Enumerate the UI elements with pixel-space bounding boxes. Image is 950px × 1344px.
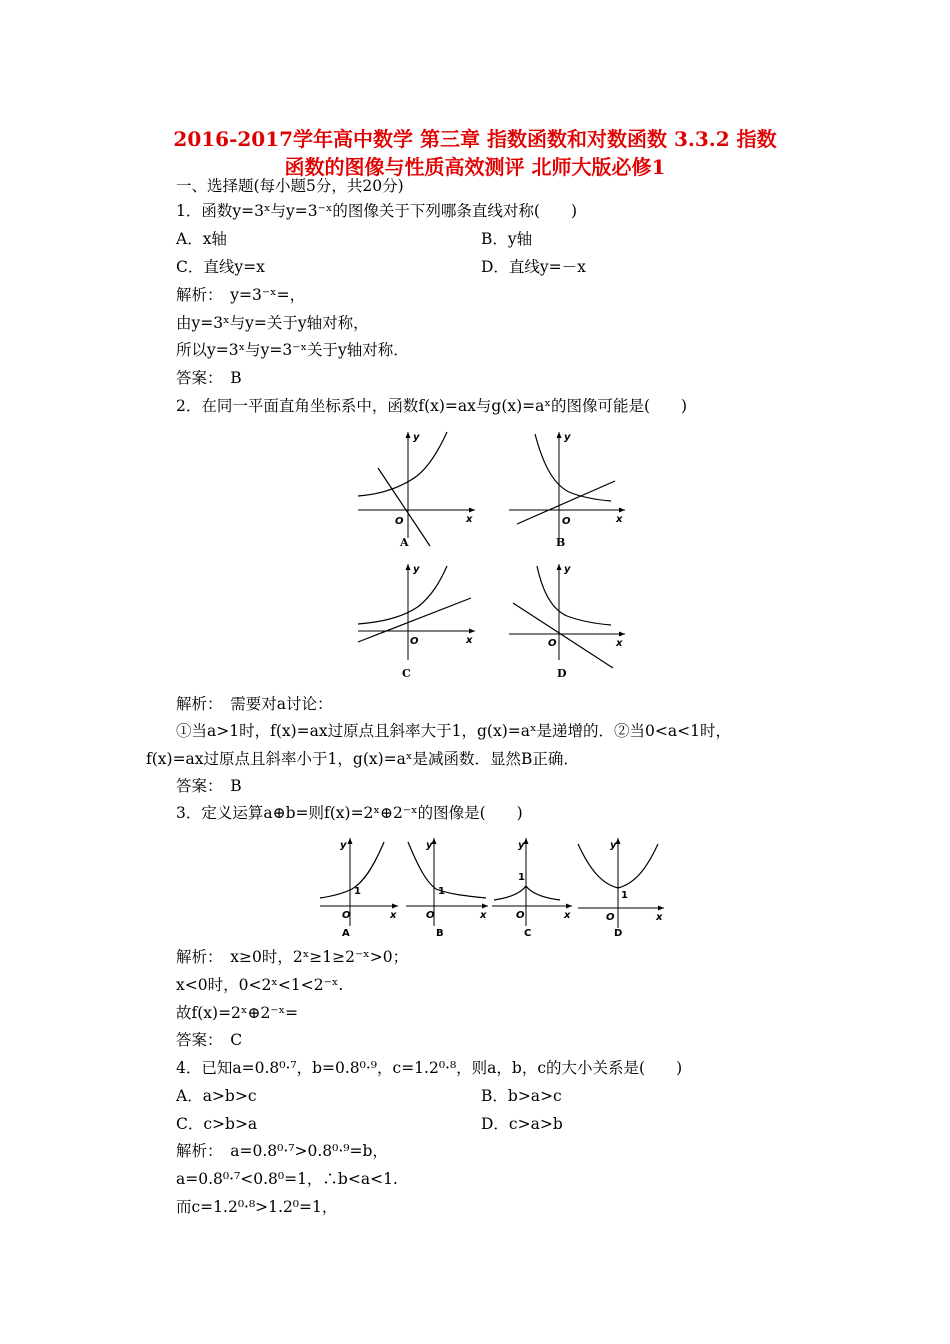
q2-analysis-3: f(x)=ax过原点且斜率小于1，g(x)=aˣ是减函数．显然B正确． — [146, 750, 579, 768]
section-heading: 一、选择题(每小题5分，共20分) — [176, 177, 404, 195]
q3-figure-a-caption: A — [342, 928, 350, 939]
q2-analysis-2: ①当a>1时，f(x)=ax过原点且斜率大于1，g(x)=aˣ是递增的．②当0<a<1时， — [176, 722, 731, 740]
q2-figure-c — [355, 560, 485, 670]
q1-option-a: A．x轴 — [176, 230, 227, 248]
q3-figure-c — [492, 836, 574, 941]
q3-analysis-3: 故f(x)=2ˣ⊕2⁻ˣ= — [176, 1004, 299, 1022]
q1-analysis-1: 解析： y=3⁻ˣ=， — [176, 286, 306, 304]
origin-label: O — [516, 910, 525, 921]
q2-figure-a-caption: A — [400, 536, 409, 549]
axis-y-label: y — [413, 564, 420, 575]
q4-option-b: B．b>a>c — [481, 1087, 562, 1105]
axis-x-label: x — [616, 638, 623, 649]
axis-x-label: x — [466, 514, 473, 525]
q4-analysis-2: a=0.8⁰·⁷<0.8⁰=1，∴b<a<1. — [176, 1170, 398, 1188]
q1-analysis-3: 所以y=3ˣ与y=3⁻ˣ关于y轴对称． — [176, 341, 409, 359]
origin-label: O — [548, 638, 557, 649]
origin-label: O — [395, 516, 404, 527]
q4-analysis-3: 而c=1.2⁰·⁸>1.2⁰=1， — [176, 1198, 338, 1216]
tick-one-label: 1 — [438, 886, 445, 897]
q2-stem: 2．在同一平面直角坐标系中，函数f(x)=ax与g(x)=aˣ的图像可能是( ) — [176, 397, 688, 415]
q3-stem: 3．定义运算a⊕b=则f(x)=2ˣ⊕2⁻ˣ的图像是( ) — [176, 804, 523, 822]
q2-answer: 答案： B — [176, 777, 242, 795]
tick-one-label: 1 — [518, 872, 525, 883]
q3-analysis-2: x<0时，0<2ˣ<1<2⁻ˣ. — [176, 976, 344, 994]
q3-figure-d — [576, 836, 668, 941]
q1-analysis-2: 由y=3ˣ与y=关于y轴对称， — [176, 314, 369, 332]
axis-x-label: x — [656, 912, 663, 923]
axis-x-label: x — [616, 514, 623, 525]
tick-one-label: 1 — [621, 890, 628, 901]
origin-label: O — [562, 516, 571, 527]
q4-analysis-1: 解析： a=0.8⁰·⁷>0.8⁰·⁹=b， — [176, 1142, 388, 1160]
q2-figure-b-caption: B — [556, 536, 566, 549]
axis-y-label: y — [426, 840, 433, 851]
q1-option-b: B．y轴 — [481, 230, 533, 248]
axis-x-label: x — [480, 910, 487, 921]
q4-option-c: C．c>b>a — [176, 1115, 258, 1133]
q3-figure-d-caption: D — [614, 928, 623, 939]
axis-x-label: x — [466, 635, 473, 646]
axis-y-label: y — [564, 564, 571, 575]
q2-figure-b — [507, 428, 637, 548]
q3-figure-b — [404, 836, 490, 941]
axis-y-label: y — [413, 432, 420, 443]
q1-option-d: D．直线y=－x — [481, 258, 586, 276]
q4-option-a: A．a>b>c — [176, 1087, 257, 1105]
document-title-line-2: 函数的图像与性质高效测评 北师大版必修1 — [284, 155, 666, 179]
document-title-line-1: 2016-2017学年高中数学 第三章 指数函数和对数函数 3.3.2 指数 — [173, 127, 777, 151]
q2-figure-a — [355, 428, 485, 548]
origin-label: O — [606, 912, 615, 923]
q3-figure-a — [318, 836, 400, 941]
q1-option-c: C．直线y=x — [176, 258, 265, 276]
q2-figure-d — [507, 560, 637, 670]
q4-option-d: D．c>a>b — [481, 1115, 563, 1133]
q2-analysis-1: 解析： 需要对a讨论： — [176, 695, 333, 713]
q4-stem: 4．已知a=0.8⁰·⁷，b=0.8⁰·⁹，c=1.2⁰·⁸，则a，b，c的大小关系是( ) — [176, 1059, 683, 1077]
axis-x-label: x — [390, 910, 397, 921]
axis-x-label: x — [564, 910, 571, 921]
origin-label: O — [410, 636, 419, 647]
axis-y-label: y — [564, 432, 571, 443]
axis-y-label: y — [518, 840, 525, 851]
axis-y-label: y — [610, 840, 617, 851]
q3-answer: 答案： C — [176, 1031, 243, 1049]
origin-label: O — [342, 910, 351, 921]
q3-figure-b-caption: B — [436, 928, 444, 939]
q1-answer: 答案： B — [176, 369, 242, 387]
q2-figure-c-caption: C — [402, 667, 411, 680]
q1-stem: 1．函数y=3ˣ与y=3⁻ˣ的图像关于下列哪条直线对称( ) — [176, 202, 577, 220]
origin-label: O — [426, 910, 435, 921]
q3-analysis-1: 解析： x≥0时，2ˣ≥1≥2⁻ˣ>0； — [176, 948, 409, 966]
q2-figure-d-caption: D — [557, 667, 567, 680]
q3-figure-c-caption: C — [524, 928, 532, 939]
axis-y-label: y — [340, 840, 347, 851]
tick-one-label: 1 — [354, 886, 361, 897]
